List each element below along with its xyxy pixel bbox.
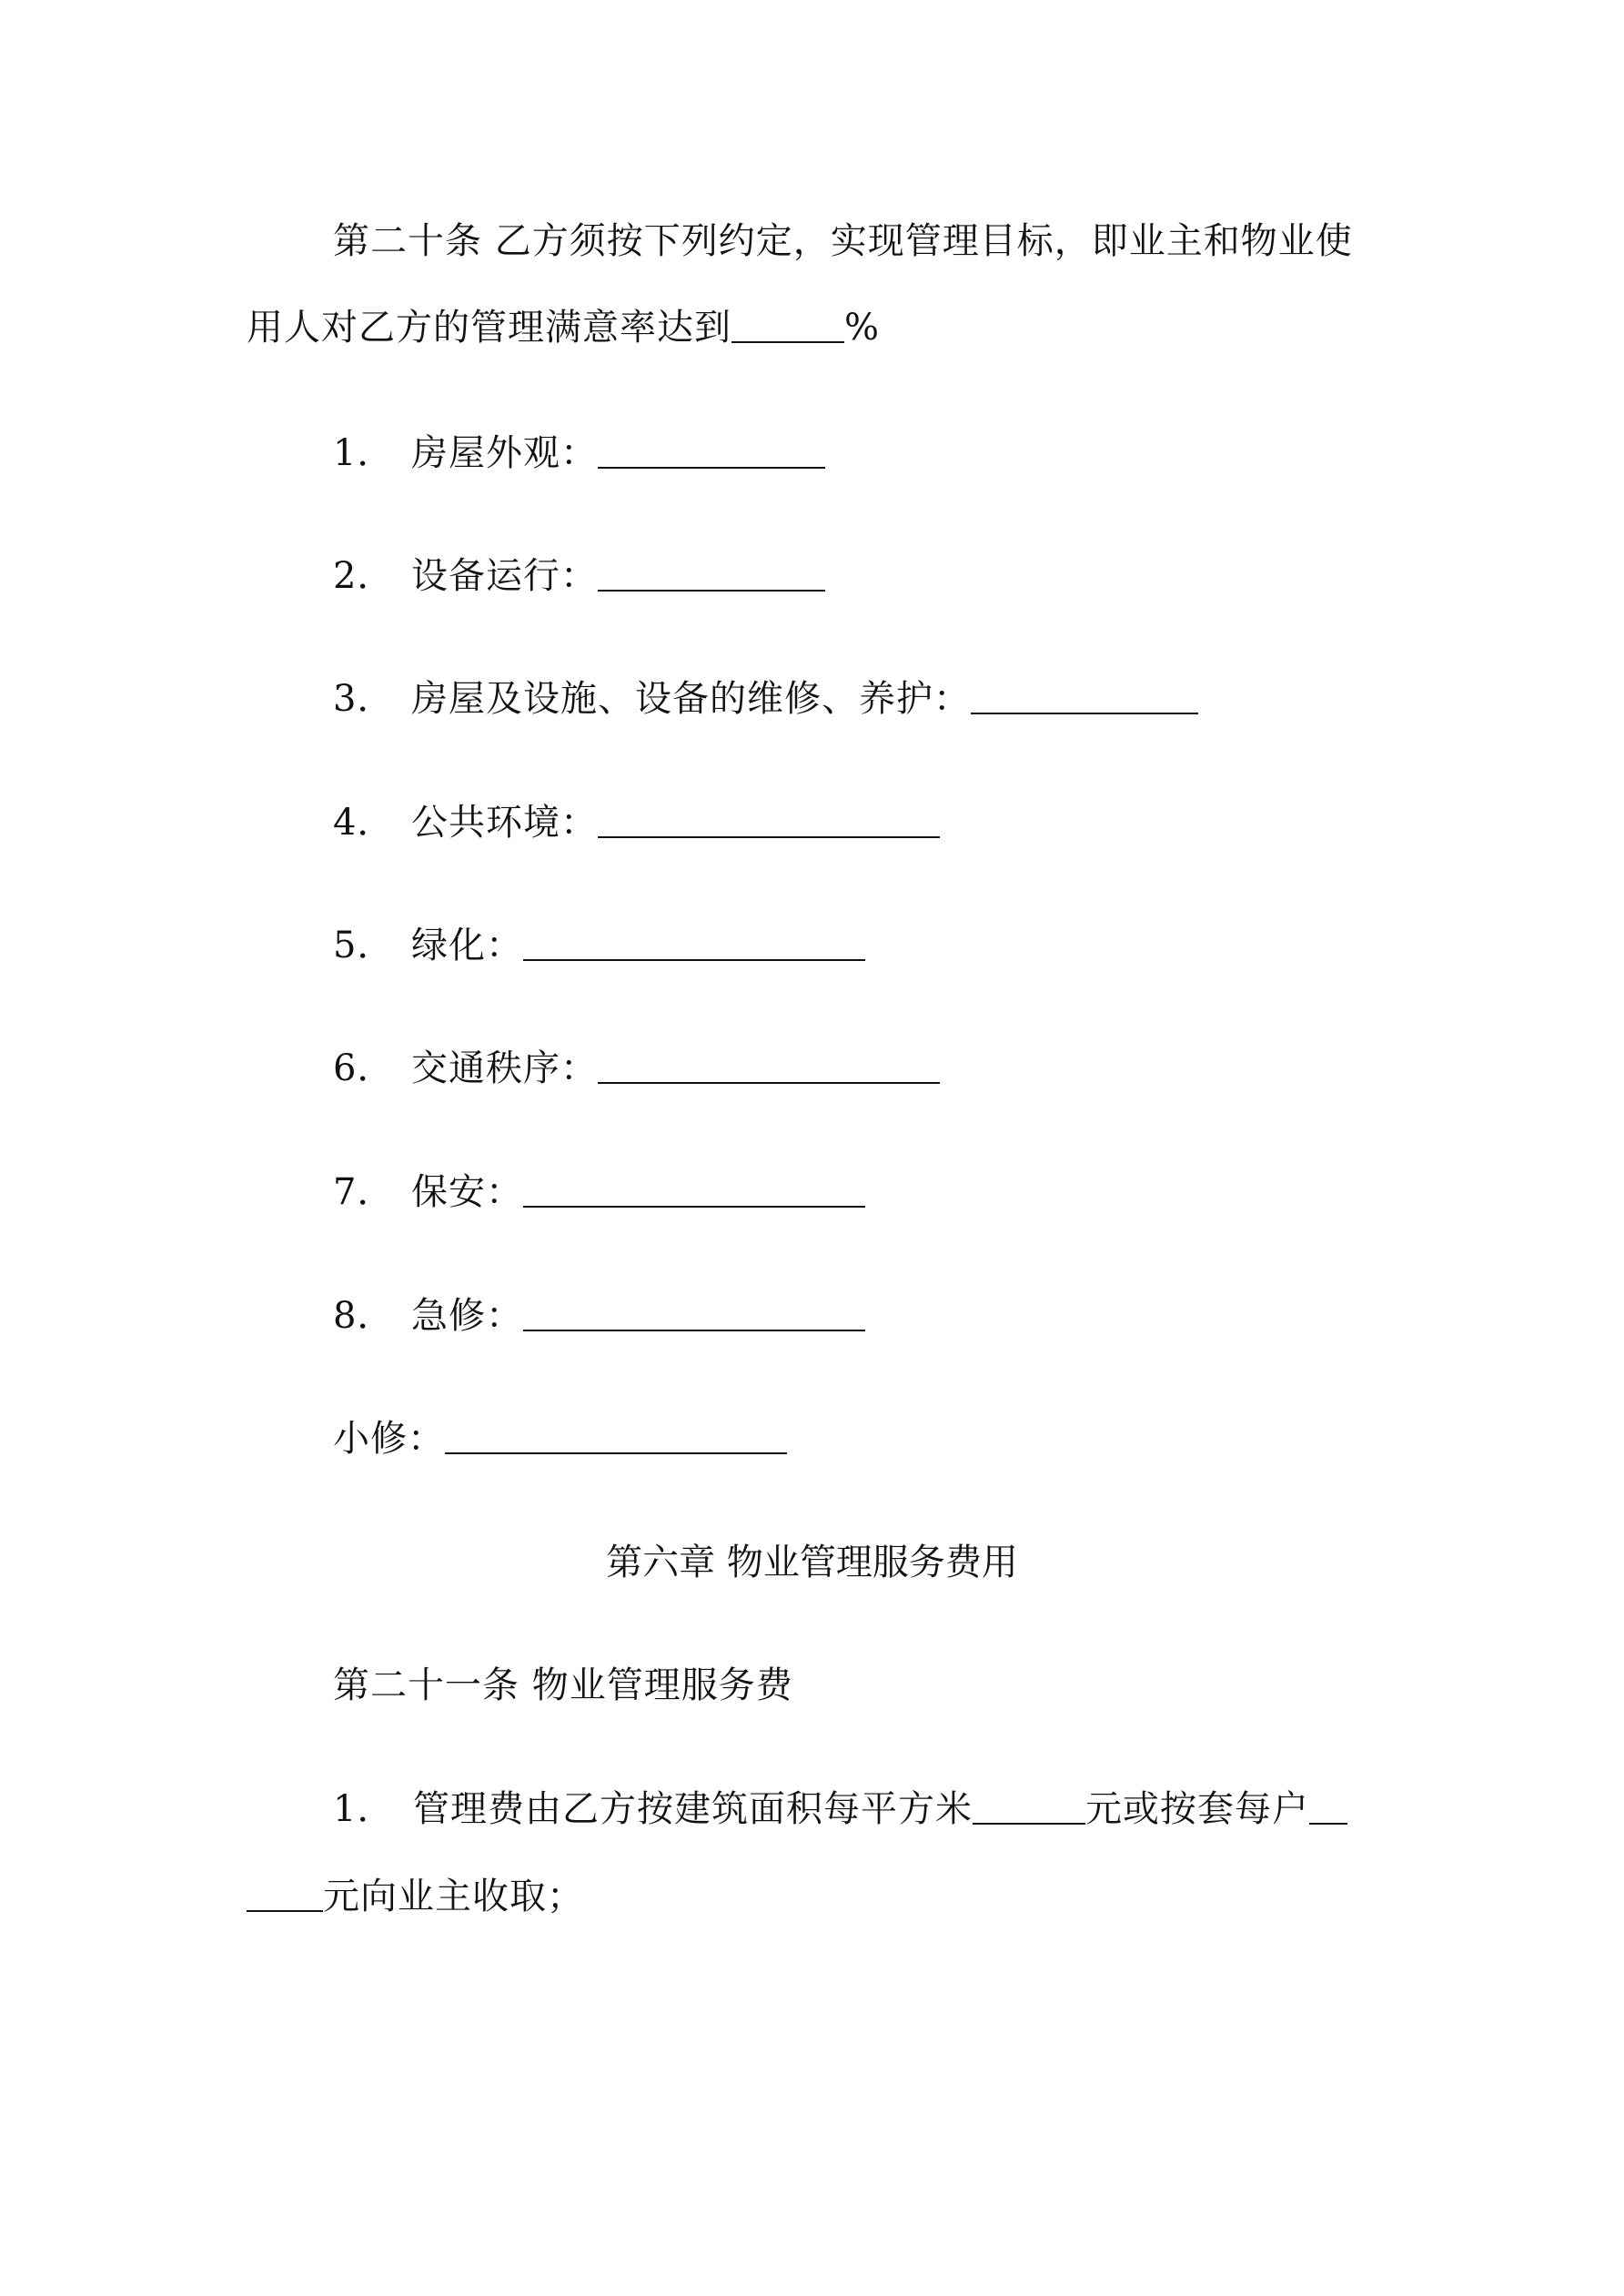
list-item: [333, 432, 825, 474]
item-number: 1．: [333, 1788, 395, 1830]
item-number: 1．: [333, 432, 395, 474]
satisfaction-rate-blank[interactable]: [731, 310, 844, 343]
item-label: 设备运行：: [411, 555, 598, 597]
item-number: 8．: [333, 1295, 395, 1337]
item-blank[interactable]: [523, 1175, 865, 1208]
item-number: 4．: [333, 802, 395, 844]
per-household-fee-blank-part1[interactable]: [1309, 1792, 1347, 1825]
item-number: 7．: [333, 1171, 395, 1213]
item-number: 3．: [333, 678, 395, 720]
article21-item1-text1: 管理费由乙方按建筑面积每平方米: [413, 1788, 973, 1830]
item-blank[interactable]: [598, 559, 825, 592]
item-blank[interactable]: [598, 436, 825, 469]
chapter-title: 第六章 物业管理服务费用: [606, 1542, 1018, 1583]
item-label: 公共环境：: [411, 802, 598, 844]
article20-line2: [247, 307, 881, 349]
minor-repair-label: 小修：: [333, 1418, 445, 1460]
article20-line2-text: 用人对乙方的管理满意率达到: [247, 307, 731, 349]
list-item: [333, 802, 940, 844]
item-label: 保安：: [411, 1171, 523, 1213]
article20-line1-text: 第二十条 乙方须按下列约定，实现管理目标，即业主和物业使: [333, 220, 1353, 262]
item-blank[interactable]: [598, 1051, 940, 1084]
article21-item1-text3: 元向业主收取；: [323, 1876, 584, 1917]
list-item: [333, 1171, 865, 1213]
list-item: [333, 555, 825, 597]
per-sqm-fee-blank[interactable]: [973, 1792, 1085, 1825]
item-blank[interactable]: [598, 805, 940, 838]
article21-item1-text2: 元或按套每户: [1085, 1788, 1309, 1830]
item-blank[interactable]: [523, 928, 865, 961]
per-household-fee-blank-part2[interactable]: [247, 1879, 323, 1912]
article20-line1: [333, 220, 1353, 262]
item-blank[interactable]: [971, 682, 1198, 714]
list-item: [333, 927, 865, 964]
list-item: [333, 678, 1198, 720]
item-label: 房屋外观：: [411, 432, 598, 474]
list-item: [333, 1295, 865, 1337]
item-number: 5．: [333, 925, 395, 966]
chapter-heading: [0, 1544, 1624, 1581]
item-label: 房屋及设施、设备的维修、养护：: [411, 678, 971, 720]
article21-title: 第二十一条 物业管理服务费: [333, 1664, 793, 1706]
minor-repair-line: [333, 1418, 787, 1460]
percent-sign: %: [844, 307, 881, 349]
item-label: 急修：: [411, 1295, 523, 1337]
article21-item1-line2: [247, 1878, 584, 1915]
item-number: 6．: [333, 1047, 395, 1089]
article21-title-line: [333, 1664, 793, 1706]
item-number: 2．: [333, 555, 395, 597]
item-label: 交通秩序：: [411, 1047, 598, 1089]
item-blank[interactable]: [523, 1299, 865, 1331]
item-label: 绿化：: [411, 925, 523, 966]
list-item: [333, 1047, 940, 1089]
article21-item1-line1: [333, 1788, 1347, 1830]
minor-repair-blank[interactable]: [445, 1421, 787, 1454]
